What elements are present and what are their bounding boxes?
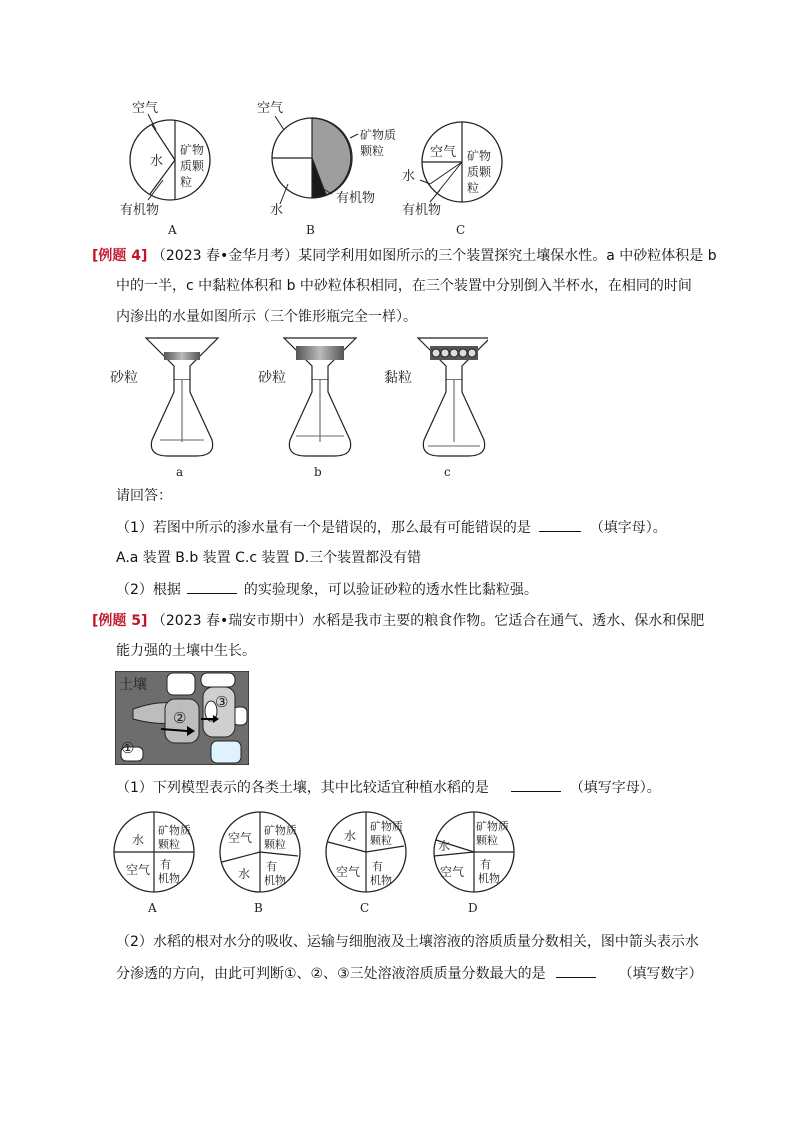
example4-q1-answer-blank[interactable] [539,517,581,532]
model-a-mineral-2: 颗粒 [158,838,180,851]
device-c-letter: c [444,465,451,479]
device-c-label: 黏粒 [384,370,412,386]
model-c-water: 水 [344,829,357,843]
pie-b-water-label: 水 [270,203,284,218]
pie-a-mineral-label-1: 矿物 [180,143,205,157]
model-d-mineral-1: 矿物质 [476,820,509,833]
model-a-air: 空气 [126,863,151,877]
model-a-organic-2: 机物 [158,872,180,885]
pie-b-mineral-label-2: 颗粒 [360,144,385,158]
marker-3: ③ [215,693,229,711]
example5-q1 [116,777,661,798]
device-b-letter: b [314,465,322,479]
model-d-letter: D [468,901,478,915]
pie-b [257,100,396,237]
model-a-letter: A [148,901,157,915]
device-a-label: 砂粒 [110,370,138,386]
model-d [434,812,514,915]
example4-q1 [116,517,667,538]
model-c-letter: C [360,901,370,915]
model-c [326,812,406,915]
example4-q1-options: A.a 装置 B.b 装置 C.c 装置 D.三个装置都没有错 [116,550,422,566]
model-c-air: 空气 [336,865,361,879]
model-b-water: 水 [238,867,251,881]
device-a [110,338,218,479]
model-b [220,812,300,915]
pie-c-letter: C [456,223,466,237]
marker-1: ① [121,739,135,757]
pie-c-mineral-label-2: 质颗 [467,165,492,179]
pie-a-organic-label: 有机物 [120,203,160,218]
example5-heading [92,611,704,631]
example5-line-1: （2023 春•瑞安市期中）水稻是我市主要的粮食作物。它适合在通气、透水、保水和保肥 [151,613,705,629]
model-d-water: 水 [438,839,451,853]
device-a-letter: a [176,465,184,479]
example5-tag: [例题 5] [92,613,148,629]
model-b-air: 空气 [228,831,253,845]
model-c-mineral-1: 矿物质 [370,820,403,833]
pie-b-letter: B [306,223,315,237]
example5-q2-text: 分渗透的方向，由此可判断①、②、③三处溶液溶质质量分数最大的是 [116,966,546,982]
device-c [384,338,488,479]
pie-c-mineral-label-3: 粒 [467,181,480,195]
example4-q2 [116,579,538,600]
model-b-mineral-1: 矿物质 [264,824,297,837]
device-b [258,338,356,479]
example4-q1-suffix: （填字母）。 [589,520,667,536]
pie-c [402,122,502,237]
soil-label: 土壤 [119,677,147,693]
model-c-mineral-2: 颗粒 [370,834,392,847]
example4-line-1: （2023 春•金华月考）某同学利用如图所示的三个装置探究土壤保水性。a 中砂粒体积是 b [151,248,717,264]
example5-q2-suffix: （填写数字） [618,966,703,982]
model-d-mineral-2: 颗粒 [476,834,498,847]
example4-q1-text: （1）若图中所示的渗水量有一个是错误的，那么最有可能错误的是 [116,520,531,536]
pie-a [120,100,210,237]
soil-root-osmosis-figure [115,671,249,765]
pie-c-mineral-label-1: 矿物 [467,149,492,163]
example4-line-2: 中的一半，c 中黏粒体积和 b 中砂粒体积相同，在三个装置中分别倒入半杯水，在相同的时间 [116,278,692,294]
model-b-organic-1: 有 [266,860,277,873]
pie-a-letter: A [168,223,177,237]
model-d-air: 空气 [440,865,465,879]
model-d-organic-2: 机物 [478,872,500,885]
model-a-organic-1: 有 [160,858,171,871]
filtration-apparatus-figure [108,332,488,482]
example5-q1-text: （1）下列模型表示的各类土壤，其中比较适宜种植水稻的是 [116,780,489,796]
example4-heading [92,246,717,266]
example4-q2-prefix: （2）根据 [116,582,181,598]
pie-c-organic-label: 有机物 [402,203,442,218]
model-b-organic-2: 机物 [264,874,286,887]
example5-line-2: 能力强的土壤中生长。 [116,643,256,659]
example5-q2-answer-blank[interactable] [556,963,596,978]
pie-a-mineral-label-2: 质颗 [180,159,205,173]
pie-c-air-label: 空气 [430,145,457,160]
example4-q2-answer-blank[interactable] [187,579,237,594]
model-c-organic-1: 有 [372,860,383,873]
example5-q1-suffix: （填写字母）。 [569,780,661,796]
pie-b-air-label: 空气 [257,101,284,116]
example5-q1-answer-blank[interactable] [511,777,561,792]
model-c-organic-2: 机物 [370,874,392,887]
pie-a-air-label: 空气 [132,101,159,116]
model-a-mineral-1: 矿物质 [158,824,191,837]
model-b-letter: B [254,901,263,915]
model-a-water: 水 [132,833,145,847]
example4-tag: [例题 4] [92,248,148,264]
example5-q2-line-2 [116,963,703,984]
pie-b-mineral-label-1: 矿物质 [360,128,397,142]
example4-prompt: 请回答： [116,488,172,504]
pie-a-water-label: 水 [150,154,164,169]
example4-q2-suffix: 的实验现象，可以验证砂粒的透水性比黏粒强。 [243,582,538,598]
pie-b-organic-label: 有机物 [336,191,376,206]
model-b-mineral-2: 颗粒 [264,838,286,851]
soil-composition-pies-top [100,92,520,240]
device-b-label: 砂粒 [258,370,286,386]
pie-c-water-label: 水 [402,169,416,184]
pie-a-mineral-label-3: 粒 [180,175,193,189]
example4-line-3: 内渗出的水量如图所示（三个锥形瓶完全一样）。 [116,309,417,325]
soil-models-pies [108,806,528,922]
model-d-organic-1: 有 [480,858,491,871]
example5-q2-line-1: （2）水稻的根对水分的吸收、运输与细胞液及土壤溶液的溶质质量分数相关，图中箭头表示水 [116,934,699,950]
marker-2: ② [173,709,187,727]
model-a [114,812,194,915]
